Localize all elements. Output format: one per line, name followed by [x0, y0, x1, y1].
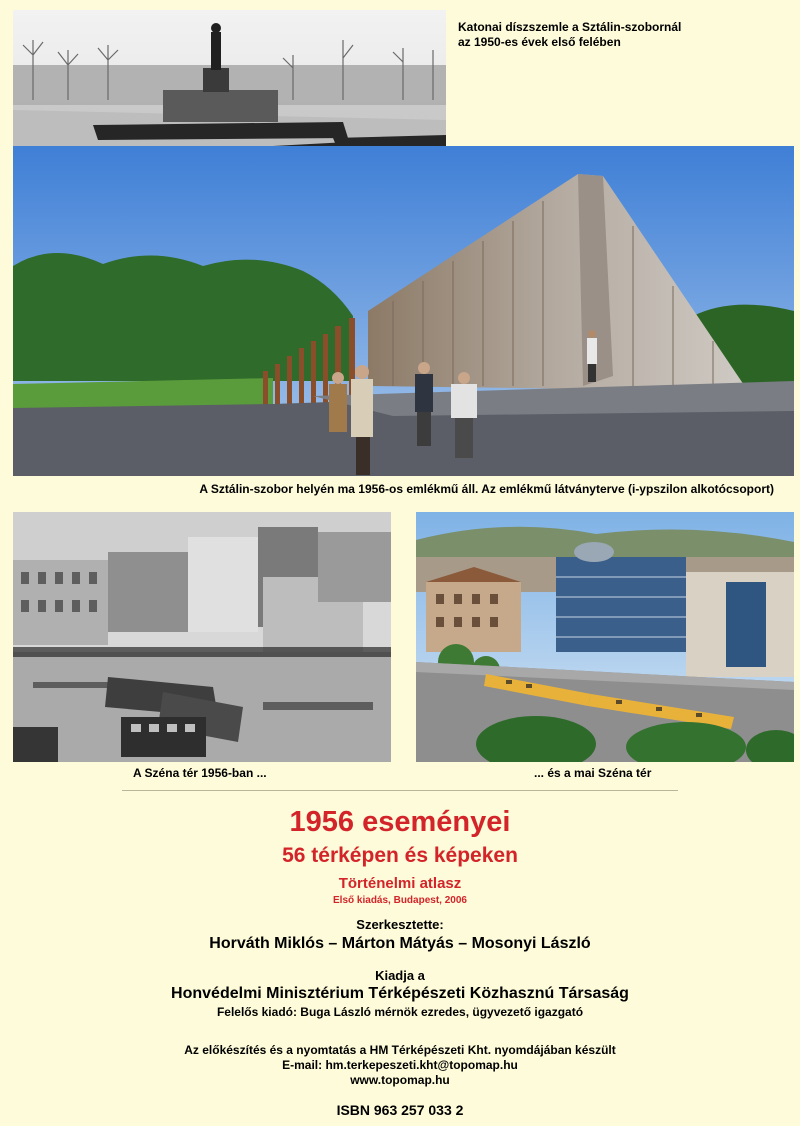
caption-szena-1956: A Széna tér 1956-ban ...: [133, 766, 267, 780]
photo-1956-memorial-rendering: [13, 146, 794, 476]
editors: Horváth Miklós – Márton Mátyás – Mosonyi László: [209, 935, 591, 952]
caption-stalin-parade: [458, 20, 788, 50]
responsible-publisher: Felelős kiadó: Buga László mérnök ezredes, ügyvezető igazgató: [216, 1005, 584, 1019]
editor-label: Szerkesztette:: [356, 917, 444, 932]
photo-szena-ter-today: [416, 512, 794, 762]
publisher-label: Kiadja a: [375, 968, 425, 983]
caption-stalin-parade-line1: Katonai díszszemle a Sztálin-szobornál: [458, 20, 682, 34]
book-subtitle: 56 térképen és képeken: [282, 844, 518, 867]
caption-szena-today: ... és a mai Széna tér: [534, 766, 652, 780]
book-atlas-label: Történelmi atlasz: [338, 875, 462, 892]
website: www.topomap.hu: [350, 1073, 450, 1087]
divider: [122, 790, 678, 791]
isbn: ISBN 963 257 033 2: [336, 1102, 464, 1118]
print-note: Az előkészítés és a nyomtatás a HM Térképészeti Kht. nyomdájában készült: [184, 1043, 616, 1057]
caption-stalin-parade-line2: az 1950-es évek első felében: [458, 35, 621, 49]
publisher: Honvédelmi Minisztérium Térképészeti Közhasznú Társaság: [171, 985, 629, 1002]
book-title: 1956 eseményei: [289, 806, 511, 838]
caption-memorial: A Sztálin-szobor helyén ma 1956-os emlékmű áll. Az emlékmű látványterve (i-ypszilon alkotócsoport): [199, 482, 774, 496]
email: E-mail: hm.terkepeszeti.kht@topomap.hu: [282, 1058, 518, 1072]
book-edition: Első kiadás, Budapest, 2006: [333, 895, 467, 906]
photo-szena-ter-1956: [13, 512, 391, 762]
